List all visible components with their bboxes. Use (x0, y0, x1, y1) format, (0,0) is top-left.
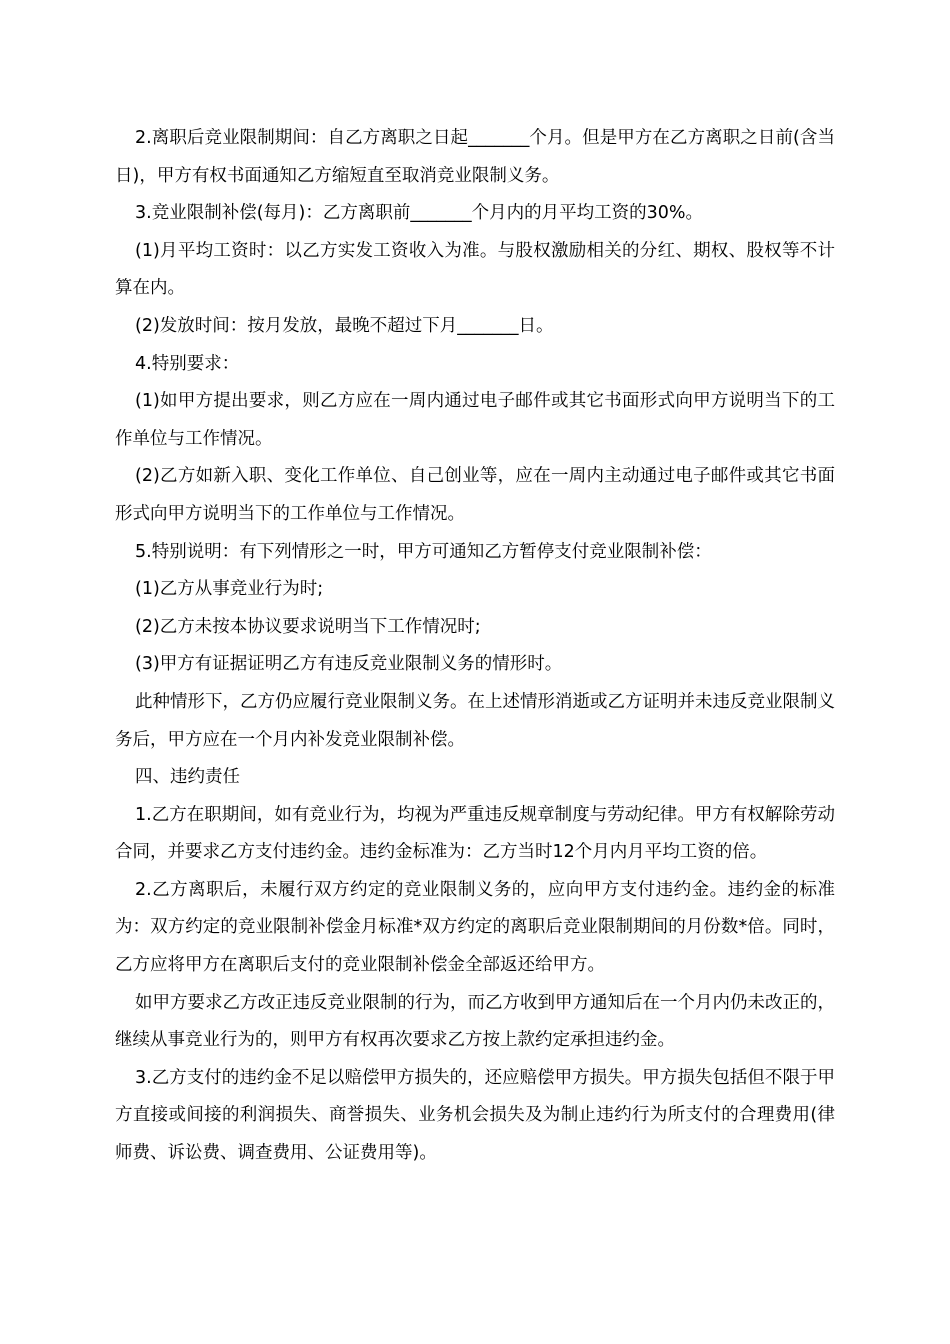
paragraph-liability-3: 3.乙方支付的违约金不足以赔偿甲方损失的，还应赔偿甲方损失。甲方损失包括但不限于甲方直接或间接的利润损失、商誉损失、业务机会损失及为制止违约行为所支付的合理费用(律师费、诉讼费、调查费用、公证费用等)。 (115, 1067, 835, 1164)
document-body (115, 120, 835, 1173)
paragraph-note-3: (3)甲方有证据证明乙方有违反竞业限制义务的情形时。 (135, 654, 563, 675)
paragraph-payment-time: (2)发放时间：按月发放，最晚不超过下月_______日。 (135, 315, 554, 336)
paragraph-requirement-2: (2)乙方如新入职、变化工作单位、自己创业等，应在一周内主动通过电子邮件或其它书面形式向甲方说明当下的工作单位与工作情况。 (115, 466, 835, 524)
paragraph-average-wage: (1)月平均工资时：以乙方实发工资收入为准。与股权激励相关的分红、期权、股权等不计算在内。 (115, 240, 835, 299)
paragraph-note-1: (1)乙方从事竞业行为时; (135, 579, 324, 600)
section-heading-liability: 四、违约责任 (135, 767, 240, 788)
paragraph-liability-2: 2.乙方离职后，未履行双方约定的竞业限制义务的，应向甲方支付违约金。违约金的标准为：双方约定的竞业限制补偿金月标准*双方约定的离职后竞业限制期间的月份数*倍。同时，乙方应将甲方在离职后支付的竞业限制补偿金全部返还给甲方。 (115, 879, 835, 976)
paragraph-liability-1: 1.乙方在职期间，如有竞业行为，均视为严重违反规章制度与劳动纪律。甲方有权解除劳动合同，并要求乙方支付违约金。违约金标准为：乙方当时12个月内月平均工资的倍。 (115, 804, 835, 863)
paragraph-noncompete-period: 2.离职后竞业限制期间：自乙方离职之日起_______个月。但是甲方在乙方离职之日前(含当日)，甲方有权书面通知乙方缩短直至取消竞业限制义务。 (115, 128, 835, 186)
paragraph-note-consequence: 此种情形下，乙方仍应履行竞业限制义务。在上述情形消逝或乙方证明并未违反竞业限制义务后，甲方应在一个月内补发竞业限制补偿。 (115, 691, 835, 750)
paragraph-requirement-1: (1)如甲方提出要求，则乙方应在一周内通过电子邮件或其它书面形式向甲方说明当下的工作单位与工作情况。 (115, 391, 835, 449)
paragraph-compensation: 3.竞业限制补偿(每月)：乙方离职前_______个月内的月平均工资的30%。 (135, 203, 703, 224)
paragraph-special-requirements-heading: 4.特别要求： (135, 353, 240, 374)
paragraph-special-notes-heading: 5.特别说明：有下列情形之一时，甲方可通知乙方暂停支付竞业限制补偿： (135, 541, 712, 562)
paragraph-note-2: (2)乙方未按本协议要求说明当下工作情况时; (135, 616, 481, 637)
paragraph-liability-correction: 如甲方要求乙方改正违反竞业限制的行为，而乙方收到甲方通知后在一个月内仍未改正的，继续从事竞业行为的，则甲方有权再次要求乙方按上款约定承担违约金。 (115, 992, 835, 1051)
